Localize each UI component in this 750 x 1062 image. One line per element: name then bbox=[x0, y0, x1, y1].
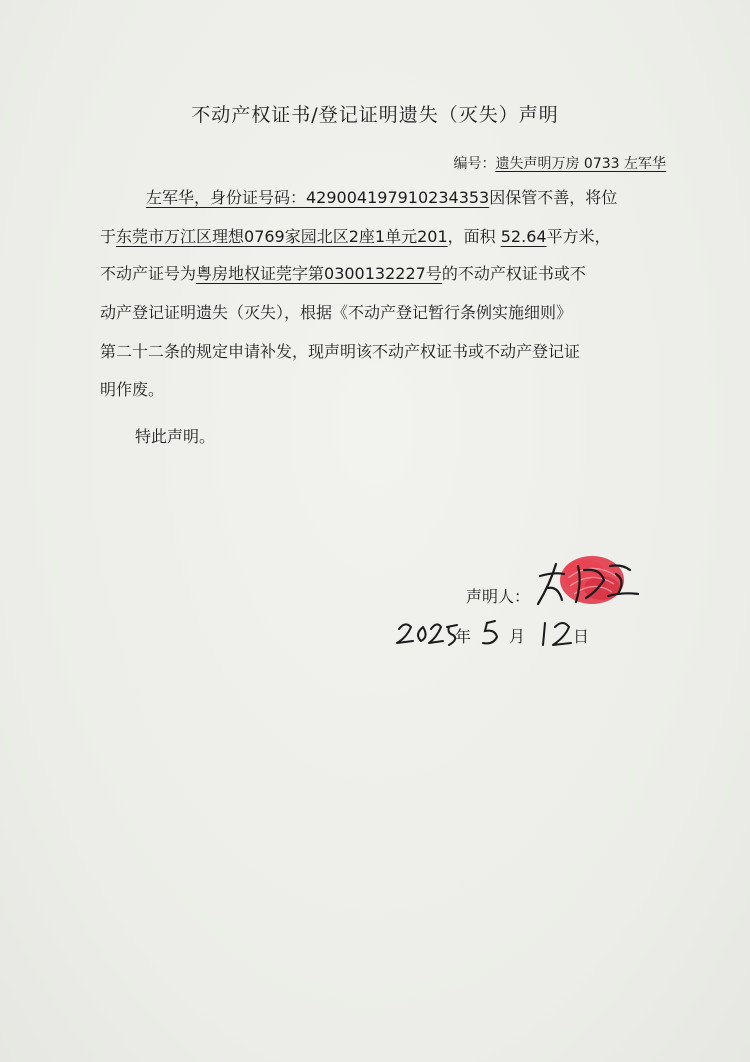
signature-with-fingerprint-stamp bbox=[530, 548, 650, 618]
fingerprint-stamp bbox=[560, 556, 624, 604]
certificate-number: 粤房地权证莞字第0300132227号 bbox=[196, 264, 442, 283]
document-title: 不动产权证书/登记证明遗失（灭失）声明 bbox=[191, 104, 559, 126]
date-day-unit: 日 bbox=[573, 627, 590, 646]
line2-prefix: 于 bbox=[100, 227, 117, 246]
property-area: 52.64 bbox=[500, 227, 547, 246]
line2-suffix: 平方米， bbox=[546, 227, 611, 246]
paragraph-line-1 bbox=[146, 185, 617, 208]
declarant-label: 声明人： bbox=[466, 587, 531, 606]
property-address: 东莞市万江区理想0769家园北区2座1单元201 bbox=[116, 227, 448, 246]
paragraph-line-2 bbox=[100, 224, 611, 247]
line2-mid: ，面积 bbox=[447, 227, 496, 246]
paragraph-line-3 bbox=[100, 261, 586, 284]
paragraph-line-4: 动产登记证明遗失（灭失），根据《不动产登记暂行条例实施细则》 bbox=[100, 303, 573, 322]
document-number-label: 编号： bbox=[453, 156, 496, 172]
paragraph-line-6: 明作废。 bbox=[100, 380, 165, 399]
closing-statement: 特此声明。 bbox=[135, 427, 216, 446]
line3-prefix: 不动产证号为 bbox=[100, 264, 197, 283]
document-number-value: 遗失声明万房 0733 左军华 bbox=[495, 156, 666, 172]
handwritten-date bbox=[395, 615, 605, 655]
declarant-name-id: 左军华，身份证号码：429004197910234353 bbox=[146, 188, 490, 207]
date-year-handwriting bbox=[397, 624, 457, 645]
date-day-handwriting bbox=[543, 623, 571, 645]
date-month-unit: 月 bbox=[509, 627, 526, 646]
document-number bbox=[453, 153, 666, 173]
line3-suffix: 的不动产权证书或不 bbox=[441, 264, 586, 283]
reason-text: 因保管不善，将位 bbox=[489, 188, 618, 207]
date-year-unit: 年 bbox=[455, 627, 472, 646]
paragraph-line-5: 第二十二条的规定申请补发，现声明该不动产权证书或不动产登记证 bbox=[100, 342, 581, 361]
date-month-handwriting bbox=[483, 621, 497, 643]
